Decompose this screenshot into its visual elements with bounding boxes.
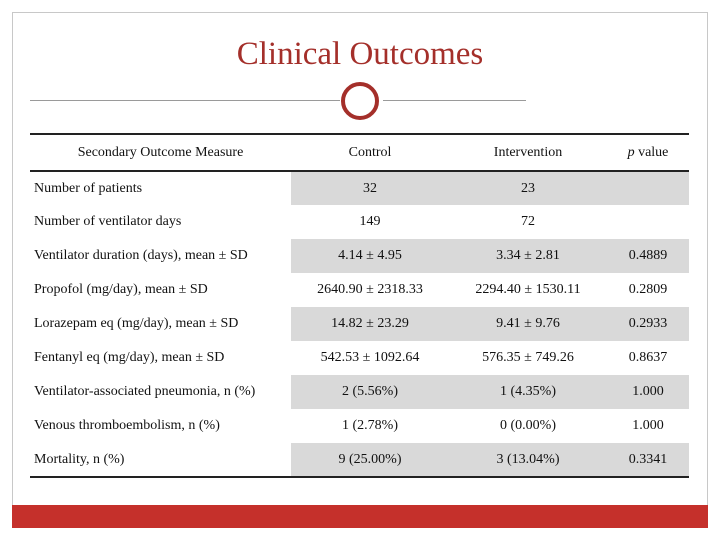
row-intervention-cell: 23 bbox=[449, 171, 607, 205]
header-p-suffix: value bbox=[634, 144, 669, 160]
row-measure-cell: Venous thromboembolism, n (%) bbox=[34, 418, 220, 433]
row-intervention-cell: 576.35 ± 749.26 bbox=[482, 350, 574, 365]
outcomes-table bbox=[30, 133, 689, 478]
row-measure-cell: Number of patients bbox=[34, 180, 143, 196]
row-measure-cell: Propofol (mg/day), mean ± SD bbox=[34, 282, 208, 297]
table-row bbox=[30, 171, 689, 205]
title-divider-right bbox=[383, 100, 526, 101]
row-p-value-cell: 0.8637 bbox=[628, 350, 668, 365]
circle-ornament-icon bbox=[341, 82, 379, 120]
row-control-cell: 2 (5.56%) bbox=[291, 375, 449, 409]
row-control-cell: 9 (25.00%) bbox=[291, 443, 449, 477]
table-row bbox=[30, 273, 689, 307]
row-control-cell: 542.53 ± 1092.64 bbox=[320, 350, 420, 365]
row-control-cell: 2640.90 ± 2318.33 bbox=[317, 282, 423, 297]
table-row bbox=[30, 409, 689, 443]
header-intervention: Intervention bbox=[449, 134, 607, 171]
row-p-value-cell: 0.2809 bbox=[628, 282, 668, 297]
row-intervention-cell: 3.34 ± 2.81 bbox=[449, 239, 607, 273]
header-p-italic: p bbox=[627, 144, 635, 160]
header-measure: Secondary Outcome Measure bbox=[30, 134, 291, 171]
table-row bbox=[30, 341, 689, 375]
header-p-value bbox=[607, 134, 689, 171]
row-intervention-cell: 0 (0.00%) bbox=[500, 418, 556, 433]
row-control-cell: 4.14 ± 4.95 bbox=[291, 239, 449, 273]
table-row bbox=[30, 375, 689, 409]
outcomes-table-container bbox=[30, 133, 689, 478]
row-p-value-cell bbox=[607, 205, 689, 239]
row-p-value-cell: 0.3341 bbox=[607, 443, 689, 477]
row-intervention-cell: 72 bbox=[521, 214, 535, 229]
row-p-value-cell bbox=[607, 171, 689, 205]
row-measure-cell: Mortality, n (%) bbox=[30, 443, 291, 477]
row-measure-cell: Fentanyl eq (mg/day), mean ± SD bbox=[34, 350, 225, 365]
table-header-row bbox=[30, 134, 689, 171]
header-control: Control bbox=[291, 134, 449, 171]
row-control-cell: 32 bbox=[291, 171, 449, 205]
row-control-cell: 1 (2.78%) bbox=[342, 418, 398, 433]
row-measure-cell: Ventilator duration (days), mean ± SD bbox=[34, 248, 248, 263]
row-p-value-cell: 0.2933 bbox=[607, 307, 689, 341]
footer-bar bbox=[12, 505, 708, 528]
row-control-cell: 149 bbox=[359, 214, 381, 229]
row-measure-cell: Lorazepam eq (mg/day), mean ± SD bbox=[34, 316, 239, 331]
table-row bbox=[30, 205, 689, 239]
row-measure-cell: Number of ventilator days bbox=[34, 214, 182, 229]
row-control-cell: 14.82 ± 23.29 bbox=[291, 307, 449, 341]
row-p-value-cell: 1.000 bbox=[632, 418, 664, 433]
row-intervention-cell: 9.41 ± 9.76 bbox=[449, 307, 607, 341]
row-intervention-cell: 1 (4.35%) bbox=[449, 375, 607, 409]
table-row bbox=[30, 239, 689, 273]
row-p-value-cell: 0.4889 bbox=[607, 239, 689, 273]
row-p-value-cell: 1.000 bbox=[607, 375, 689, 409]
row-intervention-cell: 3 (13.04%) bbox=[449, 443, 607, 477]
table-row bbox=[30, 307, 689, 341]
row-intervention-cell: 2294.40 ± 1530.11 bbox=[475, 282, 581, 297]
row-measure-cell: Ventilator-associated pneumonia, n (%) bbox=[34, 384, 256, 399]
table-row bbox=[30, 443, 689, 477]
title-divider-left bbox=[30, 100, 340, 101]
slide-title: Clinical Outcomes bbox=[236, 36, 484, 72]
